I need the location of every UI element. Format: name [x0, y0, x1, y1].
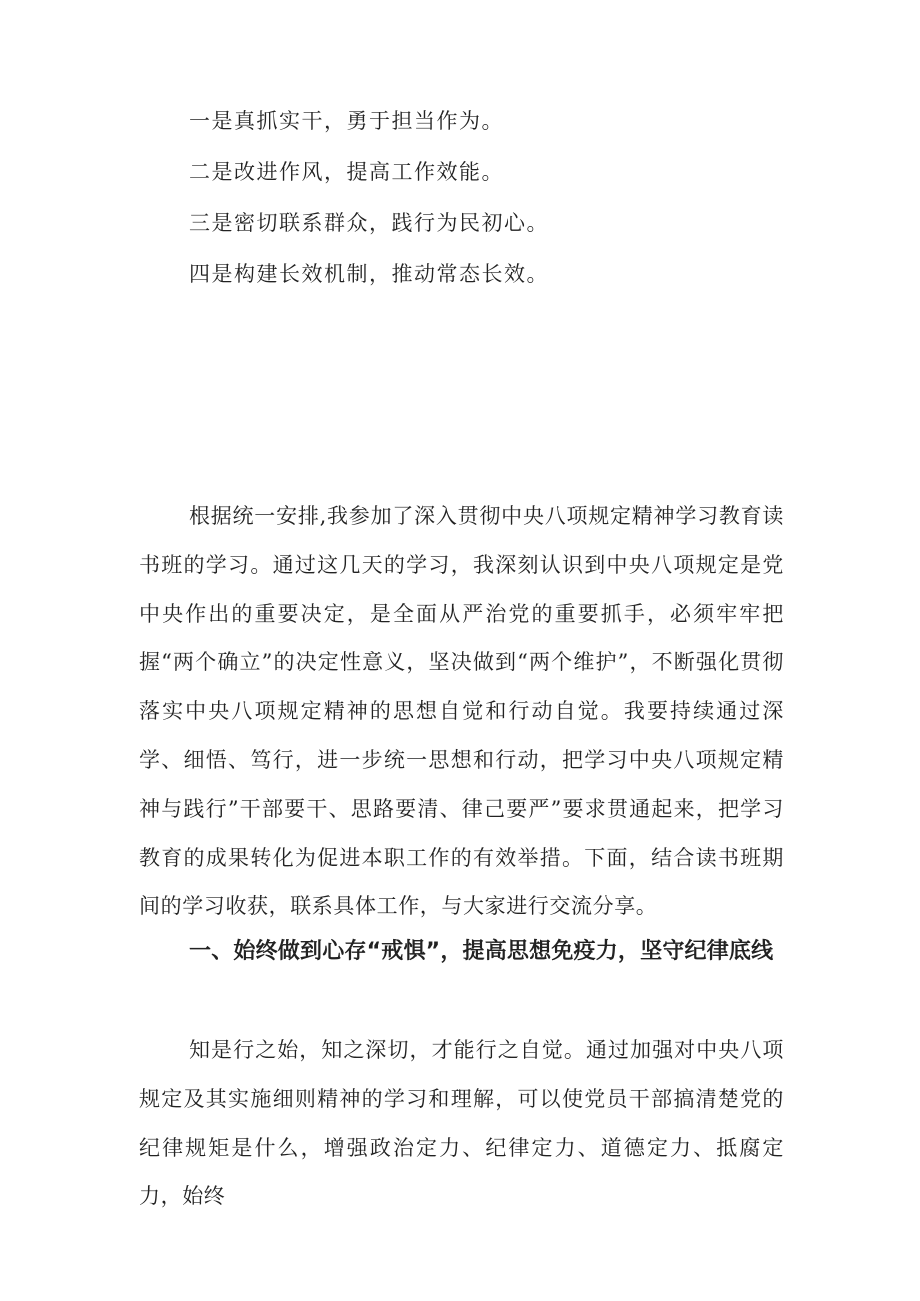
outline-item: 四是构建长效机制，推动常态长效。	[189, 262, 549, 286]
outline-item: 一是真抓实干，勇于担当作为。	[189, 109, 504, 133]
outline-item: 三是密切联系群众，践行为民初心。	[189, 211, 549, 235]
section-heading: 一、始终做到心存“戒惧”，提高思想免疫力，坚守纪律底线	[189, 939, 774, 964]
outline-item: 二是改进作风，提高工作效能。	[189, 160, 504, 184]
outline-list	[189, 108, 789, 312]
intro-paragraph: 根据统一安排,我参加了深入贯彻中央八项规定精神学习教育读书班的学习。通过这几天的学习，我深刻认识到中央八项规定是党中央作出的重要决定，是全面从严治党的重要抓手，必须牢牢把握“两个确立”的决定性意义，坚决做到“两个维护”，不断强化贯彻落实中央八项规定精神的思想自觉和行动自觉。我要持续通过深学、细悟、笃行，进一步统一思想和行动，把学习中央八项规定精神与践行”干部要干、思路要清、律己要严”要求贯通起来，把学习教育的成果转化为促进本职工作的有效举措。下面，结合读书班期间的学习收获，联系具体工作，与大家进行交流分享。	[139, 504, 784, 919]
section-paragraph: 知是行之始，知之深切，才能行之自觉。通过加强对中央八项规定及其实施细则精神的学习和理解，可以使党员干部搞清楚党的纪律规矩是什么，增强政治定力、纪律定力、道德定力、抵腐定力，始终	[139, 1038, 784, 1209]
